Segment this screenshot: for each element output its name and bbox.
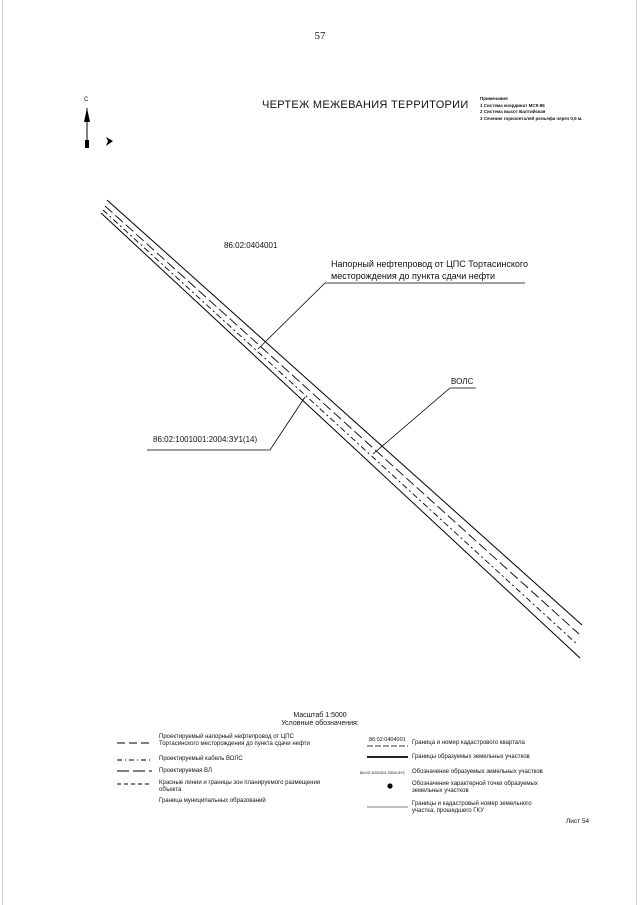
legend-item xyxy=(159,734,310,748)
land-plot-label: 86:02:1001001:2004:ЗУ1(14) xyxy=(153,435,258,444)
legend-item xyxy=(412,754,530,761)
north-arrow-icon xyxy=(84,108,113,148)
north-label: С xyxy=(84,97,89,103)
legend-sample-label: 86:02:0404001 xyxy=(369,737,406,743)
legend-item xyxy=(159,756,243,763)
legend-samples-right xyxy=(367,746,408,807)
legend-text: участка, прошедшего ГКУ xyxy=(412,808,484,814)
pipeline-label-line: Напорный нефтепровод от ЦПС Тортасинского xyxy=(331,259,529,269)
legend-text: Границы и кадастровый номер земельного xyxy=(412,801,532,807)
legend-item xyxy=(159,780,320,794)
legend-text: Красные линии и границы зон планируемого размещения xyxy=(159,780,321,786)
legend-text: Обозначение образуемых земельных участков xyxy=(412,769,543,775)
legend-text: Обозначение характерной точки образуемых xyxy=(412,781,538,787)
legend-text: Тортасинского месторождения до пункта сдачи нефти xyxy=(159,741,310,747)
legend-text: земельных участков xyxy=(412,788,469,794)
notes-line: 3 Сечение горизонталей рельефа через 0,5 м. xyxy=(480,115,583,121)
page-number: 57 xyxy=(314,30,326,42)
legend-item xyxy=(412,740,525,747)
pipeline-leader-line xyxy=(258,283,525,349)
legend-text: объекта xyxy=(159,787,182,793)
notes-line: 2 Система высот Балтийская xyxy=(480,109,546,114)
legend-text: Граница и номер кадастрового квартала xyxy=(412,740,525,746)
legend-item xyxy=(159,768,212,775)
legend-item xyxy=(159,798,266,805)
legend-samples-left xyxy=(117,743,152,784)
legend-text: Проектируемая ВЛ xyxy=(159,768,212,774)
legend-item xyxy=(412,801,532,815)
legend-item xyxy=(412,781,538,795)
pipeline-label-line: месторождения до пункта сдачи нефти xyxy=(331,271,496,281)
legend-text: Проектируемый напорный нефтепровод от ЦПС xyxy=(159,734,294,740)
cadastral-quarter-label: 86:02:0404001 xyxy=(224,241,278,250)
notes-heading: Примечания xyxy=(480,96,508,101)
page-title: ЧЕРТЕЖ МЕЖЕВАНИЯ ТЕРРИТОРИИ xyxy=(262,99,469,111)
sheet-number: Лист 54 xyxy=(566,818,590,825)
vols-leader-line xyxy=(373,388,476,454)
vols-label: ВОЛС xyxy=(451,377,474,386)
notes-line: 1 Система координат МСК-86 xyxy=(480,102,545,108)
legend-text: Проектируемый кабель ВОЛС xyxy=(159,756,243,762)
legend-text: Граница муниципальных образований xyxy=(159,798,266,804)
pipeline-label xyxy=(331,258,528,282)
legend-title: Условные обозначения: xyxy=(281,720,359,727)
legend-text: Границы образуемых земельных участков xyxy=(412,754,530,760)
legend-sample-label: 86:02:1001001:2004:ЗУ1 xyxy=(360,770,405,775)
legend-item xyxy=(412,769,543,776)
scale-label: Масштаб 1:5000 xyxy=(293,712,347,719)
